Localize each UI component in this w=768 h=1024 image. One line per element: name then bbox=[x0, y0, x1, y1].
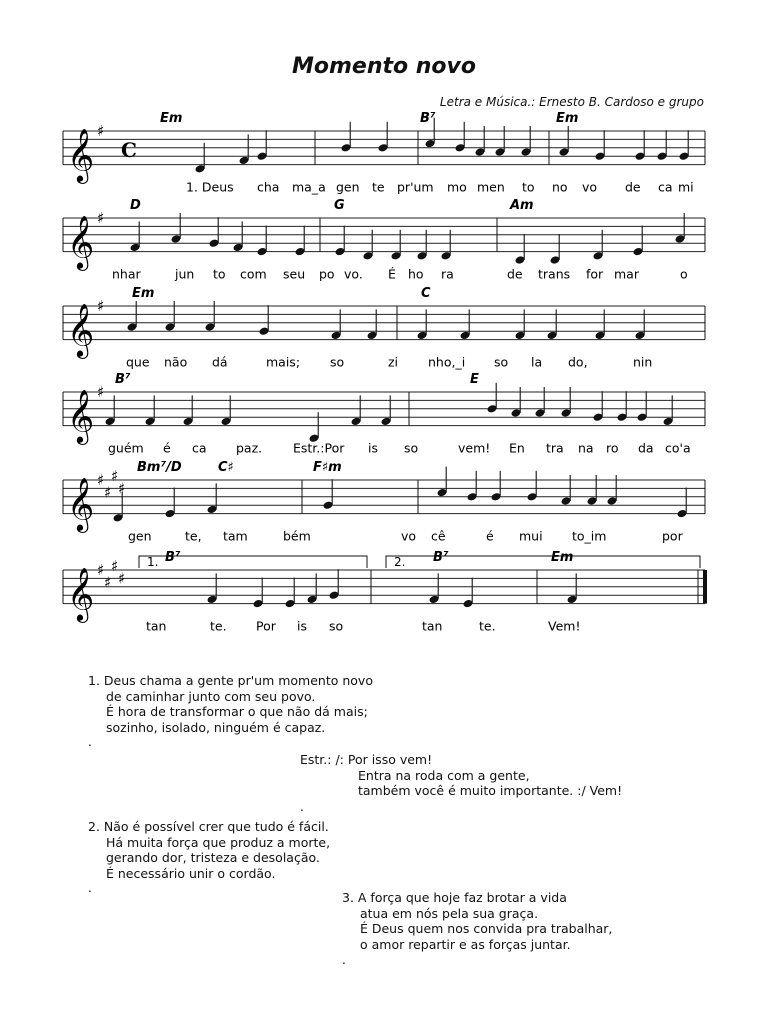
lyric-syllable: tra bbox=[546, 440, 564, 456]
lyric-syllable: É bbox=[388, 266, 396, 282]
verse-line: 2. Não é possível crer que tudo é fácil. bbox=[88, 819, 329, 834]
lyric-syllable: mo bbox=[447, 179, 467, 195]
chord-symbol: C♯ bbox=[218, 460, 234, 475]
separator-dot: . bbox=[300, 800, 304, 814]
chord-symbol: Em bbox=[160, 111, 183, 126]
lyric-syllable: ma_a bbox=[292, 179, 326, 195]
lyric-syllable: so bbox=[494, 354, 509, 370]
lyric-syllable: te bbox=[372, 179, 385, 195]
lyric-syllable: de bbox=[625, 179, 641, 195]
sharp-sign: ♯ bbox=[97, 297, 105, 315]
lyric-syllable: jun bbox=[175, 266, 195, 282]
treble-clef: 𝄞 bbox=[67, 476, 95, 531]
lyric-syllable: te. bbox=[479, 618, 496, 634]
lyric-syllable: is bbox=[297, 618, 307, 634]
sharp-sign: ♯ bbox=[118, 569, 126, 588]
lyric-syllable: da bbox=[638, 440, 654, 456]
lyric-syllable: mi bbox=[678, 179, 694, 195]
lyric-syllable: Vem! bbox=[548, 618, 581, 634]
chord-symbol: Em bbox=[556, 111, 579, 126]
separator-dot: . bbox=[342, 953, 346, 967]
treble-clef: 𝄞 bbox=[67, 566, 95, 621]
verse-line: É necessário unir o cordão. bbox=[106, 865, 276, 881]
chord-symbol: Am bbox=[510, 198, 534, 213]
verse-line: gerando dor, tristeza e desolação. bbox=[106, 850, 320, 865]
verse-line: de caminhar junto com seu povo. bbox=[106, 688, 316, 704]
lyric-syllable: vo bbox=[582, 179, 598, 195]
lyric-syllable: co'a bbox=[665, 440, 691, 456]
lyric-syllable: que bbox=[126, 354, 150, 370]
lyric-syllable: 1. Deus bbox=[186, 179, 234, 195]
lyric-syllable: ra bbox=[441, 266, 454, 282]
lyric-syllable: é bbox=[163, 440, 171, 456]
lyric-syllable: Por bbox=[256, 618, 276, 634]
lyric-syllable: tan bbox=[146, 618, 167, 634]
lyric-syllable: por bbox=[662, 528, 683, 544]
lyric-syllable: En bbox=[509, 440, 525, 456]
lyric-syllable: ro bbox=[606, 440, 619, 456]
lyric-syllable: vem! bbox=[458, 440, 491, 456]
lyric-syllable: pr'um bbox=[397, 179, 434, 195]
lyric-syllable: nho,_i bbox=[428, 354, 466, 370]
lyric-syllable: to bbox=[213, 266, 226, 282]
verse-line: 1. Deus chama a gente pr'um momento novo bbox=[88, 673, 373, 688]
chord-symbol: Em bbox=[551, 550, 574, 565]
lyric-syllable: nin bbox=[633, 354, 653, 370]
lyric-syllable: so bbox=[329, 618, 344, 634]
refrain-line: também você é muito importante. :/ Vem! bbox=[358, 783, 623, 798]
lyric-syllable: so bbox=[330, 354, 345, 370]
sharp-sign: ♯ bbox=[97, 209, 105, 227]
verse-line: É hora de transformar o que não dá mais; bbox=[106, 704, 368, 719]
song-title: Momento novo bbox=[291, 54, 477, 79]
chord-symbol: G bbox=[334, 198, 345, 213]
lyric-syllable: cha bbox=[257, 179, 280, 195]
lyric-syllable: mui bbox=[519, 528, 543, 544]
verse-line: Há muita força que produz a morte, bbox=[106, 834, 331, 850]
lyric-syllable: la bbox=[531, 354, 543, 370]
sharp-sign: ♯ bbox=[97, 471, 105, 489]
lyric-syllable: ho bbox=[408, 266, 424, 282]
lyric-syllable: ca bbox=[192, 440, 207, 456]
separator-dot: . bbox=[88, 735, 92, 749]
lyric-syllable: paz. bbox=[236, 440, 263, 456]
lyric-syllable: po bbox=[319, 266, 335, 282]
verse-1 bbox=[88, 673, 373, 735]
lyric-syllable: mar bbox=[614, 266, 639, 282]
lyric-syllable: vo. bbox=[344, 266, 363, 282]
lyric-syllable: to bbox=[522, 179, 535, 195]
separator-dot: . bbox=[88, 881, 92, 895]
lyric-syllable: trans bbox=[538, 266, 571, 282]
verse-line: sozinho, isolado, ninguém é capaz. bbox=[106, 719, 326, 735]
lyric-syllable: é bbox=[486, 528, 494, 544]
lyric-syllable: gen bbox=[128, 528, 152, 544]
refrain-line: Estr.: /: Por isso vem! bbox=[300, 752, 433, 767]
lyric-syllable: na bbox=[578, 440, 594, 456]
lyric-syllable: to_im bbox=[572, 528, 607, 544]
lyric-syllable: dá bbox=[212, 354, 228, 370]
lyric-syllable: bém bbox=[283, 528, 311, 544]
lyric-syllable: tam bbox=[223, 528, 248, 544]
refrain bbox=[300, 752, 622, 799]
sharp-sign: ♯ bbox=[104, 483, 112, 502]
sharp-sign: ♯ bbox=[104, 573, 112, 592]
volta-number: 1. bbox=[147, 555, 159, 569]
lyric-syllable: não bbox=[164, 354, 188, 370]
sharp-sign: ♯ bbox=[97, 561, 105, 579]
time-signature: C bbox=[121, 138, 137, 163]
lyric-syllable: so bbox=[404, 440, 419, 456]
lyric-syllable: for bbox=[586, 266, 604, 282]
verse-line: atua em nós pela sua graça. bbox=[360, 905, 539, 921]
lyric-syllable: de bbox=[507, 266, 523, 282]
chord-symbol: B⁷ bbox=[420, 111, 436, 126]
verse-line: o amor repartir e as forças juntar. bbox=[360, 936, 571, 952]
lyric-syllable: zi bbox=[388, 354, 399, 370]
lyric-syllable: mais; bbox=[266, 354, 301, 370]
chord-symbol: B⁷ bbox=[115, 372, 131, 387]
lyric-syllable: no bbox=[552, 179, 568, 195]
verse-line: É Deus quem nos convida pra trabalhar, bbox=[360, 921, 613, 936]
lyric-syllable: te, bbox=[185, 528, 202, 544]
sharp-sign: ♯ bbox=[111, 466, 119, 485]
chord-symbol: B⁷ bbox=[433, 550, 449, 565]
lyric-syllable: gen bbox=[336, 179, 360, 195]
treble-clef: 𝄞 bbox=[67, 127, 95, 182]
verse-3 bbox=[342, 890, 612, 952]
chord-symbol: Em bbox=[132, 286, 155, 301]
lyric-syllable: tan bbox=[422, 618, 443, 634]
lyric-syllable: is bbox=[368, 440, 378, 456]
sharp-sign: ♯ bbox=[97, 122, 105, 140]
volta-number: 2. bbox=[394, 555, 406, 569]
song-credit: Letra e Música.: Ernesto B. Cardoso e grupo bbox=[439, 95, 704, 109]
chord-symbol: B⁷ bbox=[165, 550, 181, 565]
verse-line: 3. A força que hoje faz brotar a vida bbox=[342, 890, 567, 905]
treble-clef: 𝄞 bbox=[67, 302, 95, 357]
treble-clef: 𝄞 bbox=[67, 388, 95, 443]
lyric-syllable: vo bbox=[401, 528, 417, 544]
lyric-syllable: cê bbox=[431, 528, 446, 544]
lyric-syllable: te. bbox=[210, 618, 227, 634]
verse-2 bbox=[88, 819, 330, 881]
lyric-syllable: ca bbox=[658, 179, 673, 195]
sharp-sign: ♯ bbox=[111, 556, 119, 575]
lyric-syllable: seu bbox=[283, 266, 306, 282]
treble-clef: 𝄞 bbox=[67, 214, 95, 269]
sharp-sign: ♯ bbox=[97, 383, 105, 401]
chord-symbol: E bbox=[470, 372, 479, 387]
sharp-sign: ♯ bbox=[118, 479, 126, 498]
lyric-syllable: nhar bbox=[112, 266, 141, 282]
lyric-syllable: o bbox=[680, 266, 688, 282]
chord-symbol: Bm⁷/D bbox=[137, 460, 182, 475]
lyric-syllable: do, bbox=[568, 354, 588, 370]
lyric-syllable: com bbox=[240, 266, 267, 282]
refrain-line: Entra na roda com a gente, bbox=[358, 767, 530, 783]
lyric-syllable: guém bbox=[108, 440, 144, 456]
lyric-syllable: men bbox=[477, 179, 505, 195]
chord-symbol: C bbox=[421, 286, 431, 301]
lyric-syllable: Estr.:Por bbox=[293, 440, 345, 456]
chord-symbol: D bbox=[130, 198, 141, 213]
chord-symbol: F♯m bbox=[313, 460, 342, 475]
